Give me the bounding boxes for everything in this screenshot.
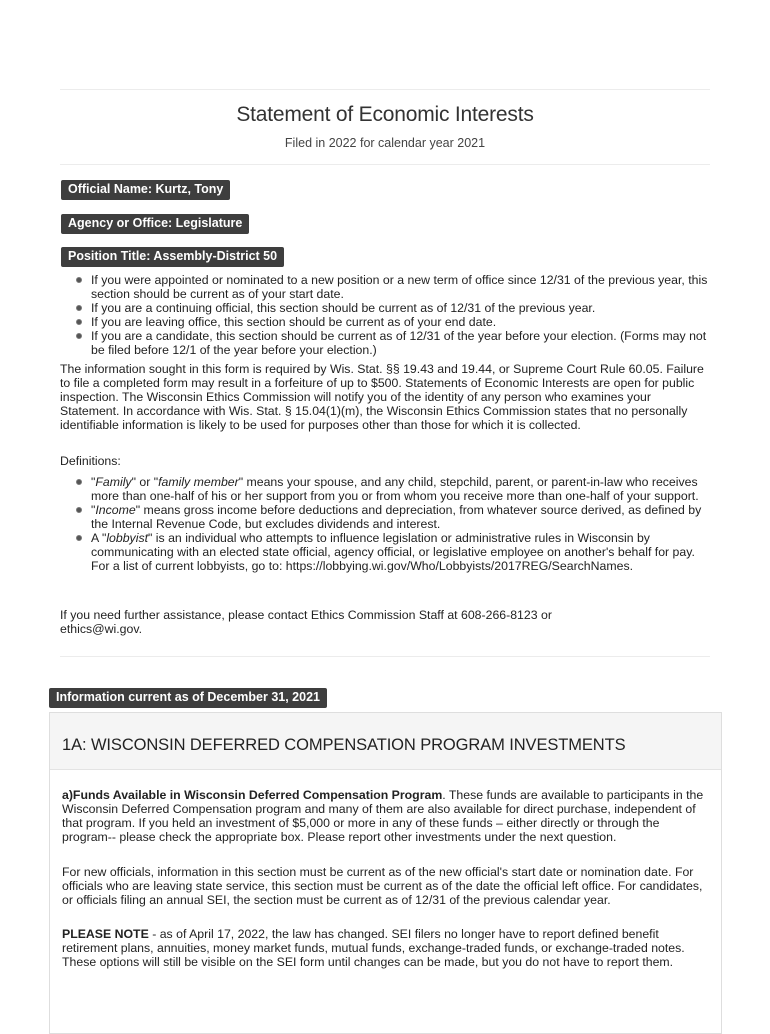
section-divider (60, 656, 710, 657)
agency-badge: Agency or Office: Legislature (61, 214, 249, 234)
list-item: If you are a candidate, this section should be current as of 12/31 of the year before your election. (Forms may not be filed before 12/1 of the year before your election.) (60, 329, 715, 357)
new-officials-paragraph: For new officials, information in this section must be current as of the new official's start date or nomination date. For officials who are leaving state service, this section must be current as of the date the official left office. For candidates, or officials filing an annual SEI, the section must be current as of 12/31 of the previous calendar year. (62, 865, 703, 907)
term-family: Family (95, 475, 132, 489)
timing-bullet-list (60, 273, 715, 357)
ethics-email-link[interactable]: ethics@wi.gov (60, 622, 139, 636)
list-item: If you are a continuing official, this section should be current as of 12/31 of the previous year. (60, 301, 715, 315)
definition-family: "Family" or "family member" means your spouse, and any child, stepchild, parent, or parent-in-law who receives more than one-half of his or her support from you or from whom you receive more than one-half of your support. (60, 475, 712, 503)
section-1a-title: 1A: WISCONSIN DEFERRED COMPENSATION PROGRAM INVESTMENTS (62, 736, 626, 754)
note-paragraph: PLEASE NOTE - as of April 17, 2022, the law has changed. SEI filers no longer have to report defined benefit retirement plans, annuities, money market funds, mutual funds, exchange-traded funds, or exchange-traded notes. These options will still be visible on the SEI form until changes can be made, but you do not have to report them. (62, 927, 685, 969)
term-income: Income (95, 503, 136, 517)
info-current-badge: Information current as of December 31, 2021 (49, 688, 327, 708)
term-lobbyist: lobbyist (106, 531, 149, 545)
list-item: If you are leaving office, this section should be current as of your end date. (60, 315, 715, 329)
funds-paragraph: a)Funds Available in Wisconsin Deferred Compensation Program. These funds are available to participants in the Wisconsin Deferred Compensation program and many of them are also available for direct purchase, independent of that program. If you held an investment of $5,000 or more in any of these funds – either directly or through the program-- please check the appropriate box. Please report other investments under the next question. (62, 788, 704, 844)
header-divider (60, 164, 710, 165)
position-badge: Position Title: Assembly-District 50 (61, 247, 284, 267)
top-divider (60, 89, 710, 90)
definition-lobbyist: A "lobbyist" is an individual who attempts to influence legislation or administrative rules in Wisconsin by communicating with an elected state official, agency official, or legislative employee on another's behalf for pay. For a list of current lobbyists, go to: https://lobbying.wi.gov/Who/Lobbyists/2017REG/SearchNames. (60, 531, 712, 573)
lobbyists-link[interactable]: https://lobbying.wi.gov/Who/Lobbyists/2017REG/SearchNames (285, 559, 630, 573)
page-subtitle: Filed in 2022 for calendar year 2021 (284, 136, 486, 150)
info-paragraph: The information sought in this form is required by Wis. Stat. §§ 19.43 and 19.44, or Supreme Court Rule 60.05. Failure to file a completed form may result in a forfeiture of up to $500. Statements of Economic Interests are open for public inspection. The Wisconsin Ethics Commission will notify you of the identity of any person who examines your Statement. In accordance with Wis. Stat. § 15.04(1)(m), the Wisconsin Ethics Commission states that no personally identifiable information is likely to be used for purposes other than those for which it is collected. (60, 362, 704, 432)
section-1a-panel (49, 712, 722, 1034)
definitions-list (60, 475, 712, 573)
page-title: Statement of Economic Interests (236, 103, 534, 126)
definitions-label: Definitions: (60, 454, 121, 468)
definition-income: "Income" means gross income before deductions and depreciation, from whatever source derived, as defined by the Internal Revenue Code, but excludes dividends and interest. (60, 503, 712, 531)
assistance-paragraph: If you need further assistance, please contact Ethics Commission Staff at 608-266-8123 or ethics@wi.gov. (60, 608, 552, 636)
list-item: If you were appointed or nominated to a new position or a new term of office since 12/31 of the previous year, this section should be current as of your start date. (60, 273, 715, 301)
funds-heading: a)Funds Available in Wisconsin Deferred Compensation Program (62, 788, 443, 802)
term-family-member: family member (158, 475, 239, 489)
official-name-badge: Official Name: Kurtz, Tony (61, 180, 230, 200)
note-heading: PLEASE NOTE (62, 927, 149, 941)
